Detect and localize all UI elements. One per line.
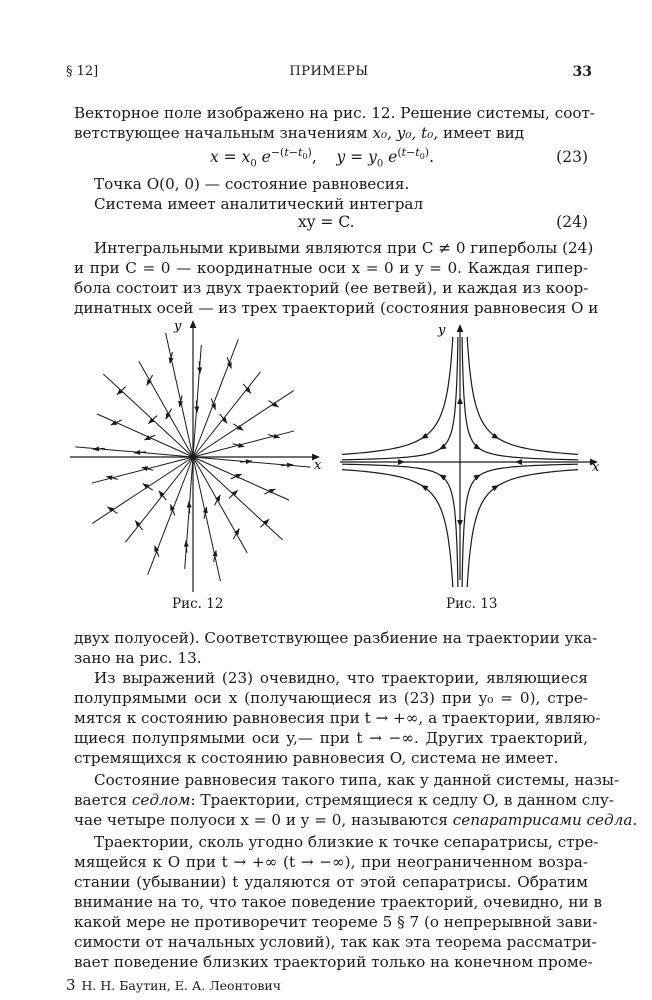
- field-vector-arrowhead: [178, 401, 183, 407]
- chapter-title: ПРИМЕРЫ: [289, 64, 369, 79]
- text-line: [74, 810, 638, 830]
- text-line: Система имеет аналитический интеграл: [94, 195, 424, 213]
- text-line: Траектории, сколь угодно близкие к точке сепаратрисы, стре-: [94, 833, 599, 851]
- x-axis-label: x: [592, 460, 600, 475]
- ray: [193, 431, 294, 457]
- authors: Н. Н. Баутин, Е. А. Леонтович: [81, 978, 281, 993]
- figure-13-saddle-portrait: [334, 318, 604, 596]
- field-vector-arrowhead: [194, 406, 199, 412]
- term-separatrices: сепаратрисами седла: [452, 811, 633, 829]
- text-span: чае четыре полуоси x = 0 и y = 0, называются: [74, 811, 453, 829]
- printer-signature: [66, 976, 281, 994]
- ray: [193, 457, 311, 467]
- ray: [193, 339, 238, 457]
- text-line: и при C = 0 — координатные оси x = 0 и y = 0. Каждая гипер-: [74, 259, 588, 277]
- ray: [193, 372, 261, 457]
- text-span: ветствующее начальным значениям: [74, 124, 373, 142]
- ray: [97, 414, 193, 457]
- text-line: вает поведение близких траекторий только на конечном проме-: [74, 953, 593, 971]
- text-line: стании (убывании) t удаляются от этой сепаратрисы. Обратим: [74, 873, 588, 891]
- equation-number-24: (24): [556, 213, 588, 231]
- y-axis-arrow: [457, 324, 464, 332]
- figure-12-vector-field: [66, 318, 326, 596]
- math-vars: x₀, y₀, t₀: [372, 124, 434, 142]
- text-line: какой мере не противоречит теореме 5 § 7 (о непрерывной зави-: [74, 913, 598, 931]
- text-line: Состояние равновесия такого типа, как у данной системы, назы-: [94, 771, 620, 789]
- text-line: симости от начальных условий), так как эта теорема рассматри-: [74, 933, 597, 951]
- separatrix-arrow: [457, 397, 463, 404]
- separatrix-arrow: [398, 459, 405, 465]
- equation-24: xy = C.: [298, 213, 355, 231]
- text-line: Из выражений (23) очевидно, что траектории, являющиеся: [94, 669, 588, 687]
- field-vector-arrowhead: [169, 357, 174, 363]
- ray: [193, 457, 289, 500]
- figure-13-caption: Рис. 13: [446, 596, 498, 612]
- trajectory-hyperbola: [342, 464, 458, 587]
- trajectory-hyperbola: [467, 470, 578, 587]
- x-axis-label: x: [314, 458, 322, 473]
- text-line: внимание на то, что такое поведение траекторий, очевидно, ни в: [74, 893, 603, 911]
- equation-number-23: (23): [556, 148, 588, 166]
- ray: [148, 457, 193, 575]
- equation-23: $x = x_0$ $e^{-(t-t_0)}$, $y = y_0$ $e^{(t-t_0)}$.: [210, 146, 435, 170]
- y-axis-arrow: [190, 320, 197, 328]
- ray: [125, 457, 193, 542]
- running-header: [66, 64, 592, 84]
- text-span: , имеет вид: [433, 124, 525, 142]
- text-line: полупрямыми оси x (получающиеся из (23) при y₀ = 0), стре-: [74, 689, 588, 707]
- text-line: Точка O(0, 0) — состояние равновесия.: [94, 175, 410, 193]
- trajectory-hyperbola: [342, 470, 453, 587]
- text-span: вается: [74, 791, 132, 809]
- ray: [139, 361, 193, 457]
- ray: [193, 345, 201, 457]
- y-axis-label: y: [174, 319, 182, 334]
- ray: [185, 457, 193, 569]
- page-number: 33: [572, 64, 592, 80]
- trajectory-hyperbola: [342, 337, 458, 460]
- signature-number: 3: [66, 976, 76, 994]
- ray: [92, 457, 193, 483]
- trajectory-hyperbola: [342, 337, 453, 454]
- text-line: бола состоит из двух траекторий (ее ветвей), и каждая из коор-: [74, 279, 589, 297]
- text-line: [74, 790, 614, 810]
- text-line: Векторное поле изображено на рис. 12. Решение системы, соот-: [74, 104, 596, 122]
- ray: [193, 457, 220, 581]
- field-vector-arrowhead: [212, 550, 217, 556]
- ray: [193, 457, 283, 540]
- separatrix-arrow: [515, 459, 522, 465]
- ray: [75, 447, 193, 457]
- field-vector-arrowhead: [187, 501, 192, 507]
- separatrix-arrow: [457, 520, 463, 527]
- text-line: стремящихся к состоянию равновесия O, система не имеет.: [74, 749, 559, 767]
- text-line: мятся к состоянию равновесия при t → +∞, а траектории, являю-: [74, 709, 601, 727]
- text-line: мящейся к O при t → +∞ (t → −∞), при неограниченном возра-: [74, 853, 588, 871]
- trajectory-hyperbola: [462, 337, 578, 460]
- text-line: [74, 123, 588, 143]
- term-saddle: седлом: [131, 791, 191, 809]
- field-vector-arrowhead: [184, 541, 189, 547]
- text-span: .: [632, 811, 638, 829]
- trajectory-hyperbola: [462, 464, 578, 587]
- ray: [103, 374, 193, 457]
- text-span: : Траектории, стремящиеся к седлу O, в данном слу-: [190, 791, 614, 809]
- text-line: динатных осей — из трех траекторий (состояния равновесия O и: [74, 299, 599, 317]
- text-line: щиеся полупрямыми оси y,— при t → −∞. Других траекторий,: [74, 729, 588, 747]
- ray: [166, 333, 193, 457]
- trajectory-hyperbola: [467, 337, 578, 454]
- section-marker: § 12]: [66, 64, 99, 79]
- text-line: зано на рис. 13.: [74, 649, 202, 667]
- text-line: двух полуосей). Соответствующее разбиение на траектории ука-: [74, 629, 598, 647]
- y-axis-label: y: [438, 323, 446, 338]
- ray: [193, 457, 247, 553]
- field-vector-arrowhead: [197, 367, 202, 373]
- text-line: Интегральными кривыми являются при C ≠ 0 гиперболы (24): [94, 239, 594, 257]
- figure-12-caption: Рис. 12: [172, 596, 224, 612]
- field-vector-arrowhead: [203, 507, 208, 513]
